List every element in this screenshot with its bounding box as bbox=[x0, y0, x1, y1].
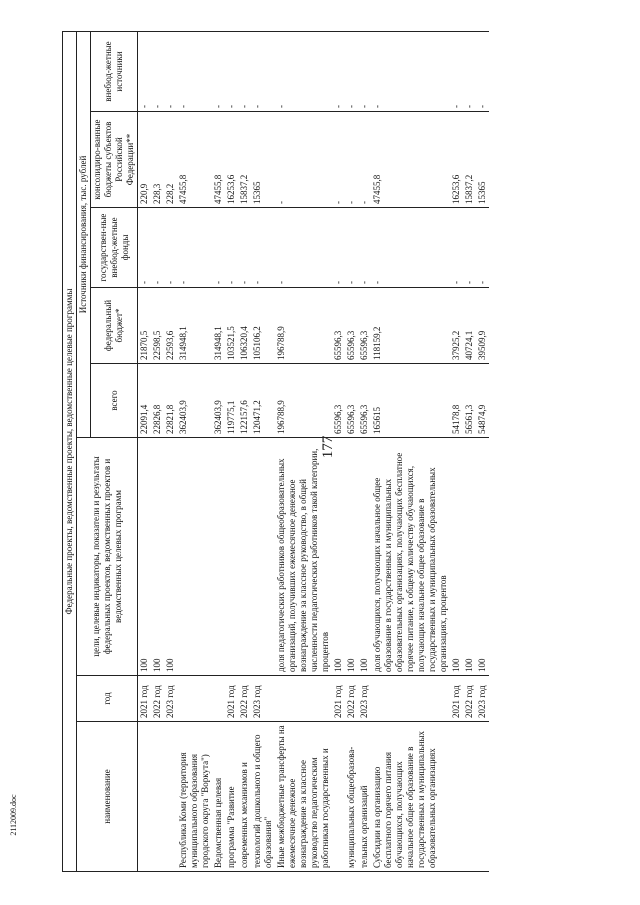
cell-name: современных механизмов и bbox=[238, 722, 251, 872]
cell-year: 2022 год bbox=[238, 676, 251, 722]
page-number: 177 bbox=[320, 435, 336, 459]
cell-state-funds: - bbox=[450, 208, 463, 288]
cell-consolidated: 47455,8 bbox=[371, 112, 450, 208]
rotated-table-sheet bbox=[62, 32, 582, 872]
cell-offbudget: - bbox=[358, 32, 371, 112]
cell-federal: 106320,4 bbox=[238, 288, 251, 364]
cell-name: тельных организаций bbox=[358, 722, 371, 872]
cell-consolidated: 228,3 bbox=[151, 112, 164, 208]
cell-state-funds: - bbox=[275, 208, 332, 288]
cell-offbudget: - bbox=[212, 32, 225, 112]
cell-offbudget: - bbox=[251, 32, 275, 112]
cell-offbudget: - bbox=[275, 32, 332, 112]
cell-state-funds: - bbox=[251, 208, 275, 288]
cell-name: Республика Коми (территория муниципального образования городского округа "Воркута") bbox=[177, 722, 212, 872]
cell-year bbox=[177, 676, 212, 722]
cell-state-funds: - bbox=[332, 208, 345, 288]
cell-federal: 196788,9 bbox=[275, 288, 332, 364]
cell-total: 65596,3 bbox=[345, 364, 358, 438]
cell-total: 362403,9 bbox=[212, 364, 225, 438]
cell-name bbox=[463, 722, 476, 872]
cell-year: 2023 год bbox=[358, 676, 371, 722]
cell-total: 56561,3 bbox=[463, 364, 476, 438]
cell-year: 2021 год bbox=[332, 676, 345, 722]
cell-name: технологий дошкольного и общего образования" bbox=[251, 722, 275, 872]
cell-total: 22091,4 bbox=[138, 364, 152, 438]
cell-offbudget: - bbox=[164, 32, 177, 112]
cell-total: 54874,9 bbox=[476, 364, 489, 438]
table-row bbox=[138, 32, 152, 872]
cell-federal: 65596,3 bbox=[358, 288, 371, 364]
cell-year: 2021 год bbox=[225, 676, 238, 722]
cell-goal: 100 bbox=[358, 438, 371, 676]
cell-federal: 21870,5 bbox=[138, 288, 152, 364]
cell-name bbox=[476, 722, 489, 872]
table-row bbox=[164, 32, 177, 872]
table-row bbox=[450, 32, 463, 872]
cell-consolidated: 15365 bbox=[251, 112, 275, 208]
table-row bbox=[476, 32, 489, 872]
table-row bbox=[463, 32, 476, 872]
cell-federal: 65596,3 bbox=[332, 288, 345, 364]
cell-state-funds: - bbox=[238, 208, 251, 288]
cell-consolidated: - bbox=[275, 112, 332, 208]
cell-total: 122157,6 bbox=[238, 364, 251, 438]
header-total: всего bbox=[91, 364, 138, 438]
cell-federal: 314948,1 bbox=[177, 288, 212, 364]
cell-goal: 100 bbox=[345, 438, 358, 676]
header-year: год bbox=[77, 676, 138, 722]
cell-federal: 40724,1 bbox=[463, 288, 476, 364]
cell-federal: 22598,5 bbox=[151, 288, 164, 364]
financing-table bbox=[62, 31, 489, 872]
cell-goal bbox=[225, 438, 238, 676]
cell-goal bbox=[251, 438, 275, 676]
cell-state-funds: - bbox=[476, 208, 489, 288]
header-sources: Источники финансирования, тыс. рублей bbox=[77, 32, 91, 438]
cell-year: 2022 год bbox=[345, 676, 358, 722]
cell-consolidated: - bbox=[345, 112, 358, 208]
cell-consolidated: 15837,2 bbox=[238, 112, 251, 208]
cell-total: 119775,1 bbox=[225, 364, 238, 438]
cell-name: Ведомственная целевая bbox=[212, 722, 225, 872]
table-row bbox=[345, 32, 358, 872]
cell-goal: 100 bbox=[450, 438, 463, 676]
cell-federal: 118159,2 bbox=[371, 288, 450, 364]
cell-state-funds: - bbox=[177, 208, 212, 288]
cell-state-funds: - bbox=[463, 208, 476, 288]
cell-goal: 100 bbox=[463, 438, 476, 676]
cell-consolidated: 16253,6 bbox=[450, 112, 463, 208]
cell-offbudget: - bbox=[463, 32, 476, 112]
cell-year: 2022 год bbox=[151, 676, 164, 722]
cell-total: 165615 bbox=[371, 364, 450, 438]
cell-state-funds: - bbox=[358, 208, 371, 288]
cell-goal bbox=[212, 438, 225, 676]
header-caption: Федеральные проекты, ведомственные проекты, ведомственные целевые программы bbox=[63, 32, 77, 872]
table-row bbox=[332, 32, 345, 872]
cell-state-funds: - bbox=[225, 208, 238, 288]
cell-year bbox=[371, 676, 450, 722]
cell-total: 120471,2 bbox=[251, 364, 275, 438]
cell-year bbox=[275, 676, 332, 722]
cell-name: Субсидии на организацию бесплатного горячего питания обучающихся, получающих начальное общее образование в государственных и муниципальных образовательных организациях bbox=[371, 722, 450, 872]
cell-state-funds: - bbox=[212, 208, 225, 288]
cell-year bbox=[212, 676, 225, 722]
cell-goal: 100 bbox=[476, 438, 489, 676]
cell-goal bbox=[238, 438, 251, 676]
cell-consolidated: - bbox=[332, 112, 345, 208]
cell-offbudget: - bbox=[450, 32, 463, 112]
table-row bbox=[225, 32, 238, 872]
cell-consolidated: 15837,2 bbox=[463, 112, 476, 208]
cell-consolidated: 220,9 bbox=[138, 112, 152, 208]
cell-total: 362403,9 bbox=[177, 364, 212, 438]
header-goals: цели, целевые индикаторы, показатели и результаты федеральных проектов, ведомственных проектов и ведомственных целевых программ bbox=[77, 438, 138, 676]
footer-filename: 2112009.doc bbox=[9, 794, 18, 836]
cell-consolidated: 47455,8 bbox=[212, 112, 225, 208]
cell-total: 196788,9 bbox=[275, 364, 332, 438]
header-name: наименование bbox=[77, 722, 138, 872]
cell-federal: 37925,2 bbox=[450, 288, 463, 364]
cell-offbudget: - bbox=[138, 32, 152, 112]
cell-name: муниципальных общеобразова- bbox=[345, 722, 358, 872]
table-row bbox=[151, 32, 164, 872]
cell-year: 2021 год bbox=[450, 676, 463, 722]
cell-consolidated: - bbox=[358, 112, 371, 208]
cell-offbudget: - bbox=[177, 32, 212, 112]
cell-year: 2022 год bbox=[463, 676, 476, 722]
header-state-funds: государствен-ные внебюд-жетные фонды bbox=[91, 208, 138, 288]
cell-federal: 314948,1 bbox=[212, 288, 225, 364]
cell-name: Иные межбюджетные трансферты на ежемесячное денежное вознаграждение за классное руководство педагогическим работникам государственных и bbox=[275, 722, 332, 872]
cell-name bbox=[450, 722, 463, 872]
cell-consolidated: 47455,8 bbox=[177, 112, 212, 208]
cell-total: 22826,8 bbox=[151, 364, 164, 438]
table-row bbox=[251, 32, 275, 872]
table-header bbox=[63, 32, 138, 872]
cell-state-funds: - bbox=[138, 208, 152, 288]
table-row bbox=[371, 32, 450, 872]
cell-year: 2023 год bbox=[476, 676, 489, 722]
cell-goal: доля обучающихся, получающих начальное общее образование в государственных и муниципальных образовательных организациях, получающих бесплатное горячее питание, к общему количеству обучающихся, получающих начальное общее образование в государственных и муниципальных образовательных организациях, процентов bbox=[371, 438, 450, 676]
table-body bbox=[138, 32, 490, 872]
cell-goal: 100 bbox=[151, 438, 164, 676]
cell-state-funds: - bbox=[164, 208, 177, 288]
table-row bbox=[238, 32, 251, 872]
cell-offbudget: - bbox=[151, 32, 164, 112]
table-row bbox=[358, 32, 371, 872]
cell-total: 22821,8 bbox=[164, 364, 177, 438]
cell-federal: 39509,9 bbox=[476, 288, 489, 364]
cell-goal bbox=[177, 438, 212, 676]
cell-state-funds: - bbox=[345, 208, 358, 288]
table-row bbox=[212, 32, 225, 872]
cell-year: 2021 год bbox=[138, 676, 152, 722]
header-offbudget: внебюд-жетные источники bbox=[91, 32, 138, 112]
cell-offbudget: - bbox=[345, 32, 358, 112]
cell-name bbox=[332, 722, 345, 872]
header-federal: федеральный бюджет* bbox=[91, 288, 138, 364]
cell-total: 54178,8 bbox=[450, 364, 463, 438]
cell-state-funds: - bbox=[371, 208, 450, 288]
cell-total: 65596,3 bbox=[332, 364, 345, 438]
cell-goal: 100 bbox=[164, 438, 177, 676]
cell-federal: 22593,6 bbox=[164, 288, 177, 364]
cell-name bbox=[164, 722, 177, 872]
cell-offbudget: - bbox=[332, 32, 345, 112]
cell-state-funds: - bbox=[151, 208, 164, 288]
cell-goal: 100 bbox=[138, 438, 152, 676]
cell-federal: 103521,5 bbox=[225, 288, 238, 364]
cell-year: 2023 год bbox=[164, 676, 177, 722]
table-row bbox=[177, 32, 212, 872]
table-row bbox=[275, 32, 332, 872]
cell-offbudget: - bbox=[225, 32, 238, 112]
cell-goal: 100 bbox=[332, 438, 345, 676]
cell-federal: 105106,2 bbox=[251, 288, 275, 364]
cell-name bbox=[151, 722, 164, 872]
cell-consolidated: 16253,6 bbox=[225, 112, 238, 208]
cell-federal: 65596,3 bbox=[345, 288, 358, 364]
cell-offbudget: - bbox=[371, 32, 450, 112]
cell-goal: доля педагогических работников общеобразовательных организаций, получивших ежемесячное денежное вознаграждение за классное руководство, в общей численности педагогических работников такой категории, процентов bbox=[275, 438, 332, 676]
cell-offbudget: - bbox=[238, 32, 251, 112]
cell-offbudget: - bbox=[476, 32, 489, 112]
cell-total: 65596,3 bbox=[358, 364, 371, 438]
cell-year: 2023 год bbox=[251, 676, 275, 722]
cell-consolidated: 15365 bbox=[476, 112, 489, 208]
header-consolidated: консолидиро-ванные бюджеты субъектов Российской Федерации** bbox=[91, 112, 138, 208]
cell-consolidated: 228,2 bbox=[164, 112, 177, 208]
cell-name: программа "Развитие bbox=[225, 722, 238, 872]
cell-name bbox=[138, 722, 152, 872]
